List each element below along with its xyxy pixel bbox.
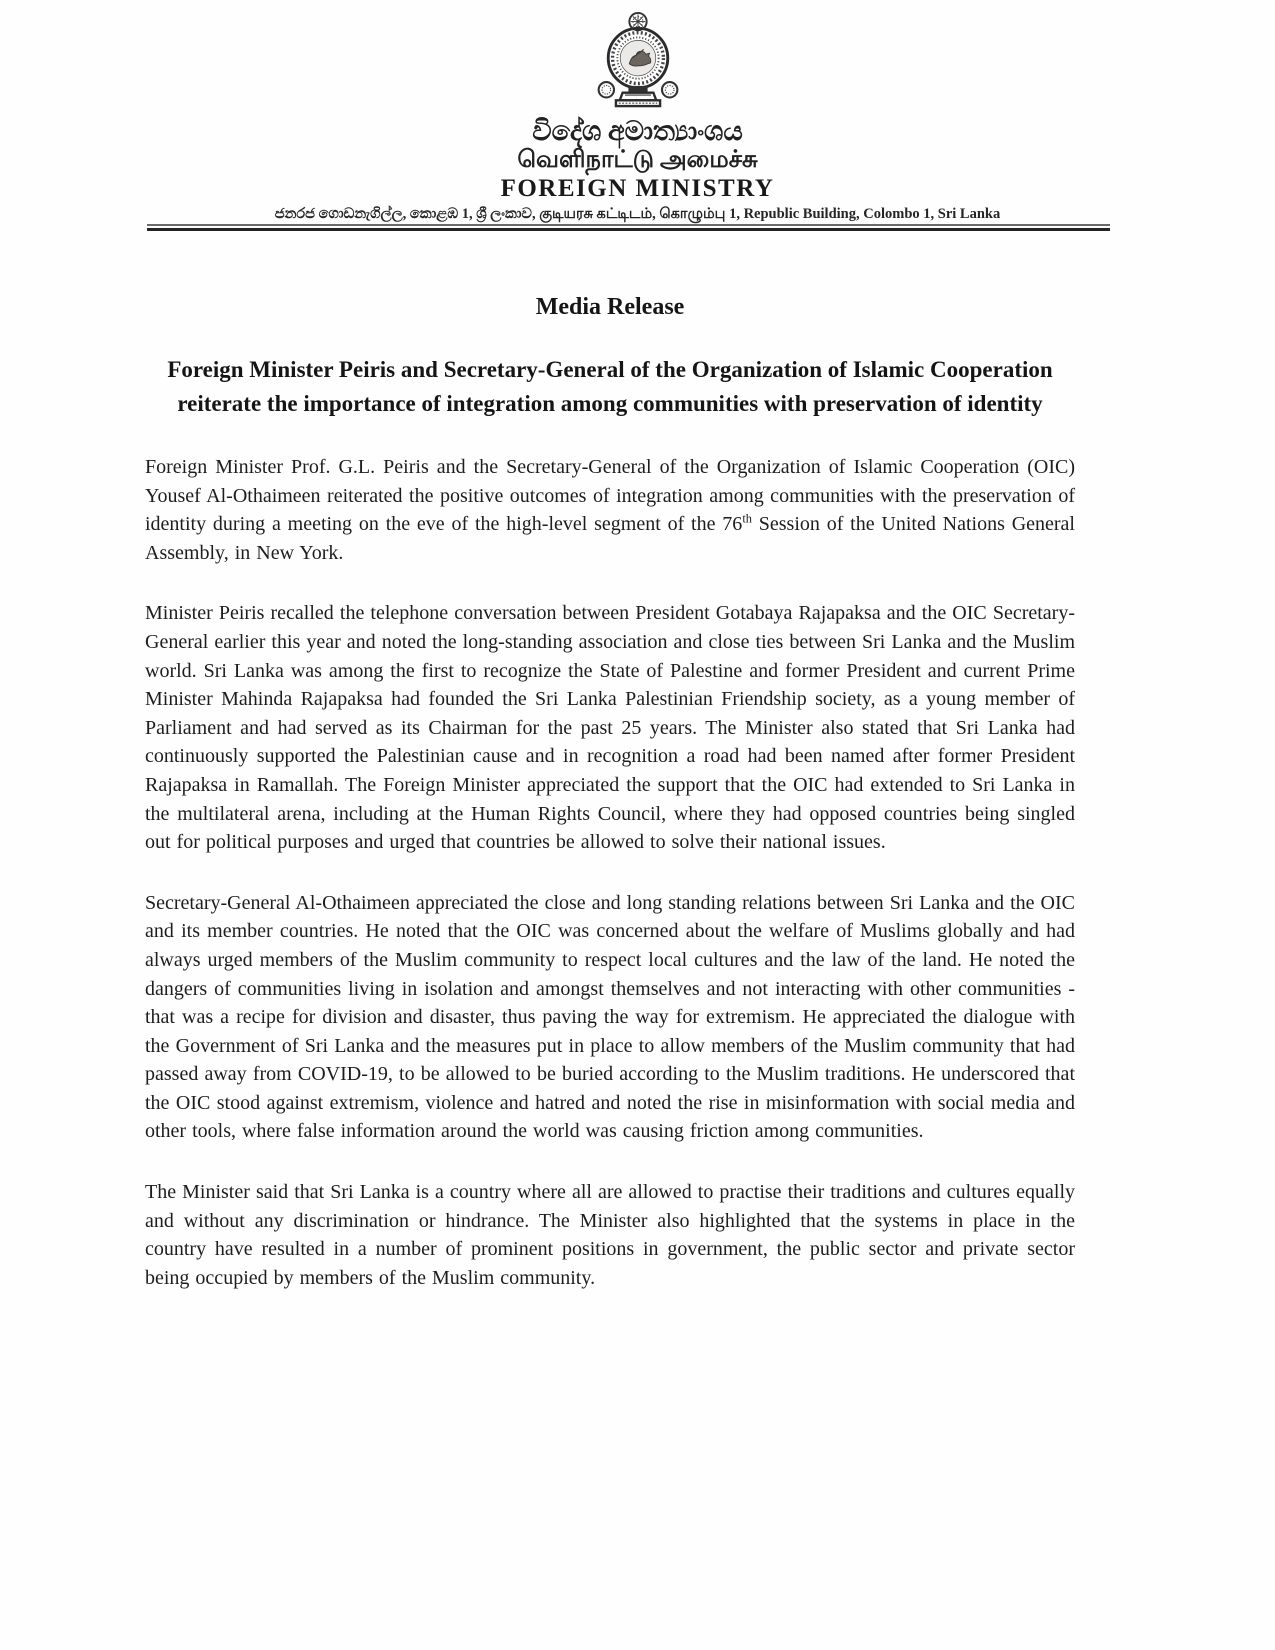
paragraph-4 (145, 1146, 1075, 1292)
paragraph-1 (145, 421, 1075, 567)
ministry-address-line: ජනරජ ගොඩනැගිල්ල, කොළඹ 1, ශ්‍රී ලංකාව, குடியரசு கட்டிடம், கொழும்பு 1, Republic Building, Colombo 1, Sri Lanka (274, 206, 1001, 222)
letterhead (0, 0, 1275, 231)
letterhead-divider-rule (147, 224, 1110, 231)
paragraph-2-text: Minister Peiris recalled the telephone conversation between President Gotabaya Rajapaksa and the OIC Secretary-General earlier this year and noted the long-standing association and close ties between Sri Lanka and the Muslim world. Sri Lanka was among the first to recognize the State of Palestine and former President and current Prime Minister Mahinda Rajapaksa had founded the Sri Lanka Palestinian Friendship society, as a young member of Parliament and had served as its Chairman for the past 25 years. The Minister also stated that Sri Lanka had continuously supported the Palestinian cause and in recognition a road had been named after former President Rajapaksa in Ramallah. The Foreign Minister appreciated the support that the OIC had extended to Sri Lanka in the multilateral arena, including at the Human Rights Council, where they had opposed countries being singled out for political purposes and urged that countries be allowed to solve their national issues. (145, 602, 1075, 854)
document-body (145, 231, 1075, 1292)
paragraph-1-ordinal-superscript: th (742, 511, 752, 526)
paragraph-4-text: The Minister said that Sri Lanka is a country where all are allowed to practise their traditions and cultures equally and without any discrimination or hindrance. The Minister also highlighted that the systems in place in the country have resulted in a number of prominent positions in government, the public sector and private sector being occupied by members of the Muslim community. (145, 1181, 1075, 1289)
paragraph-3-text: Secretary-General Al-Othaimeen appreciated the close and long standing relations between Sri Lanka and the OIC and its member countries. He noted that the OIC was concerned about the welfare of Muslims globally and had always urged members of the Muslim community to respect local cultures and the law of the land. He noted the dangers of communities living in isolation and amongst themselves and not interacting with other communities - that was a recipe for division and disaster, thus paving the way for extremism. He appreciated the dialogue with the Government of Sri Lanka and the measures put in place to allow members of the Muslim community that had passed away from COVID-19, to be allowed to be buried according to the Muslim traditions. He underscored that the OIC stood against extremism, violence and hatred and noted the rise in misinformation with social media and other tools, where false information around the world was causing friction among communities. (145, 891, 1075, 1143)
ministry-name-tamil: வெளிநாட்டு அமைச்சு (517, 147, 758, 173)
ministry-name-english: FOREIGN MINISTRY (500, 175, 775, 202)
ministry-name-sinhala: විදේශ අමාත්‍යාංශය (532, 116, 743, 146)
paragraph-3 (145, 857, 1075, 1146)
paragraph-1-text-after: Session of the United Nations General Assembly, in New York. (145, 513, 1075, 564)
sri-lanka-emblem-icon (590, 10, 686, 106)
paragraph-1-text: Foreign Minister Prof. G.L. Peiris and the Secretary-General of the Organization of Islamic Cooperation (OIC) Yousef Al-Othaimeen reiterated the positive outcomes of integration among communities with the preservation of identity during a meeting on the eve of the high-level segment of the 76 (145, 456, 1075, 536)
paragraph-2 (145, 567, 1075, 856)
media-release-label: Media Release (535, 294, 685, 320)
document-title: Foreign Minister Peiris and Secretary-General of the Organization of Islamic Cooperation reiterate the importance of integration among communities with preservation of identity (167, 357, 1053, 416)
